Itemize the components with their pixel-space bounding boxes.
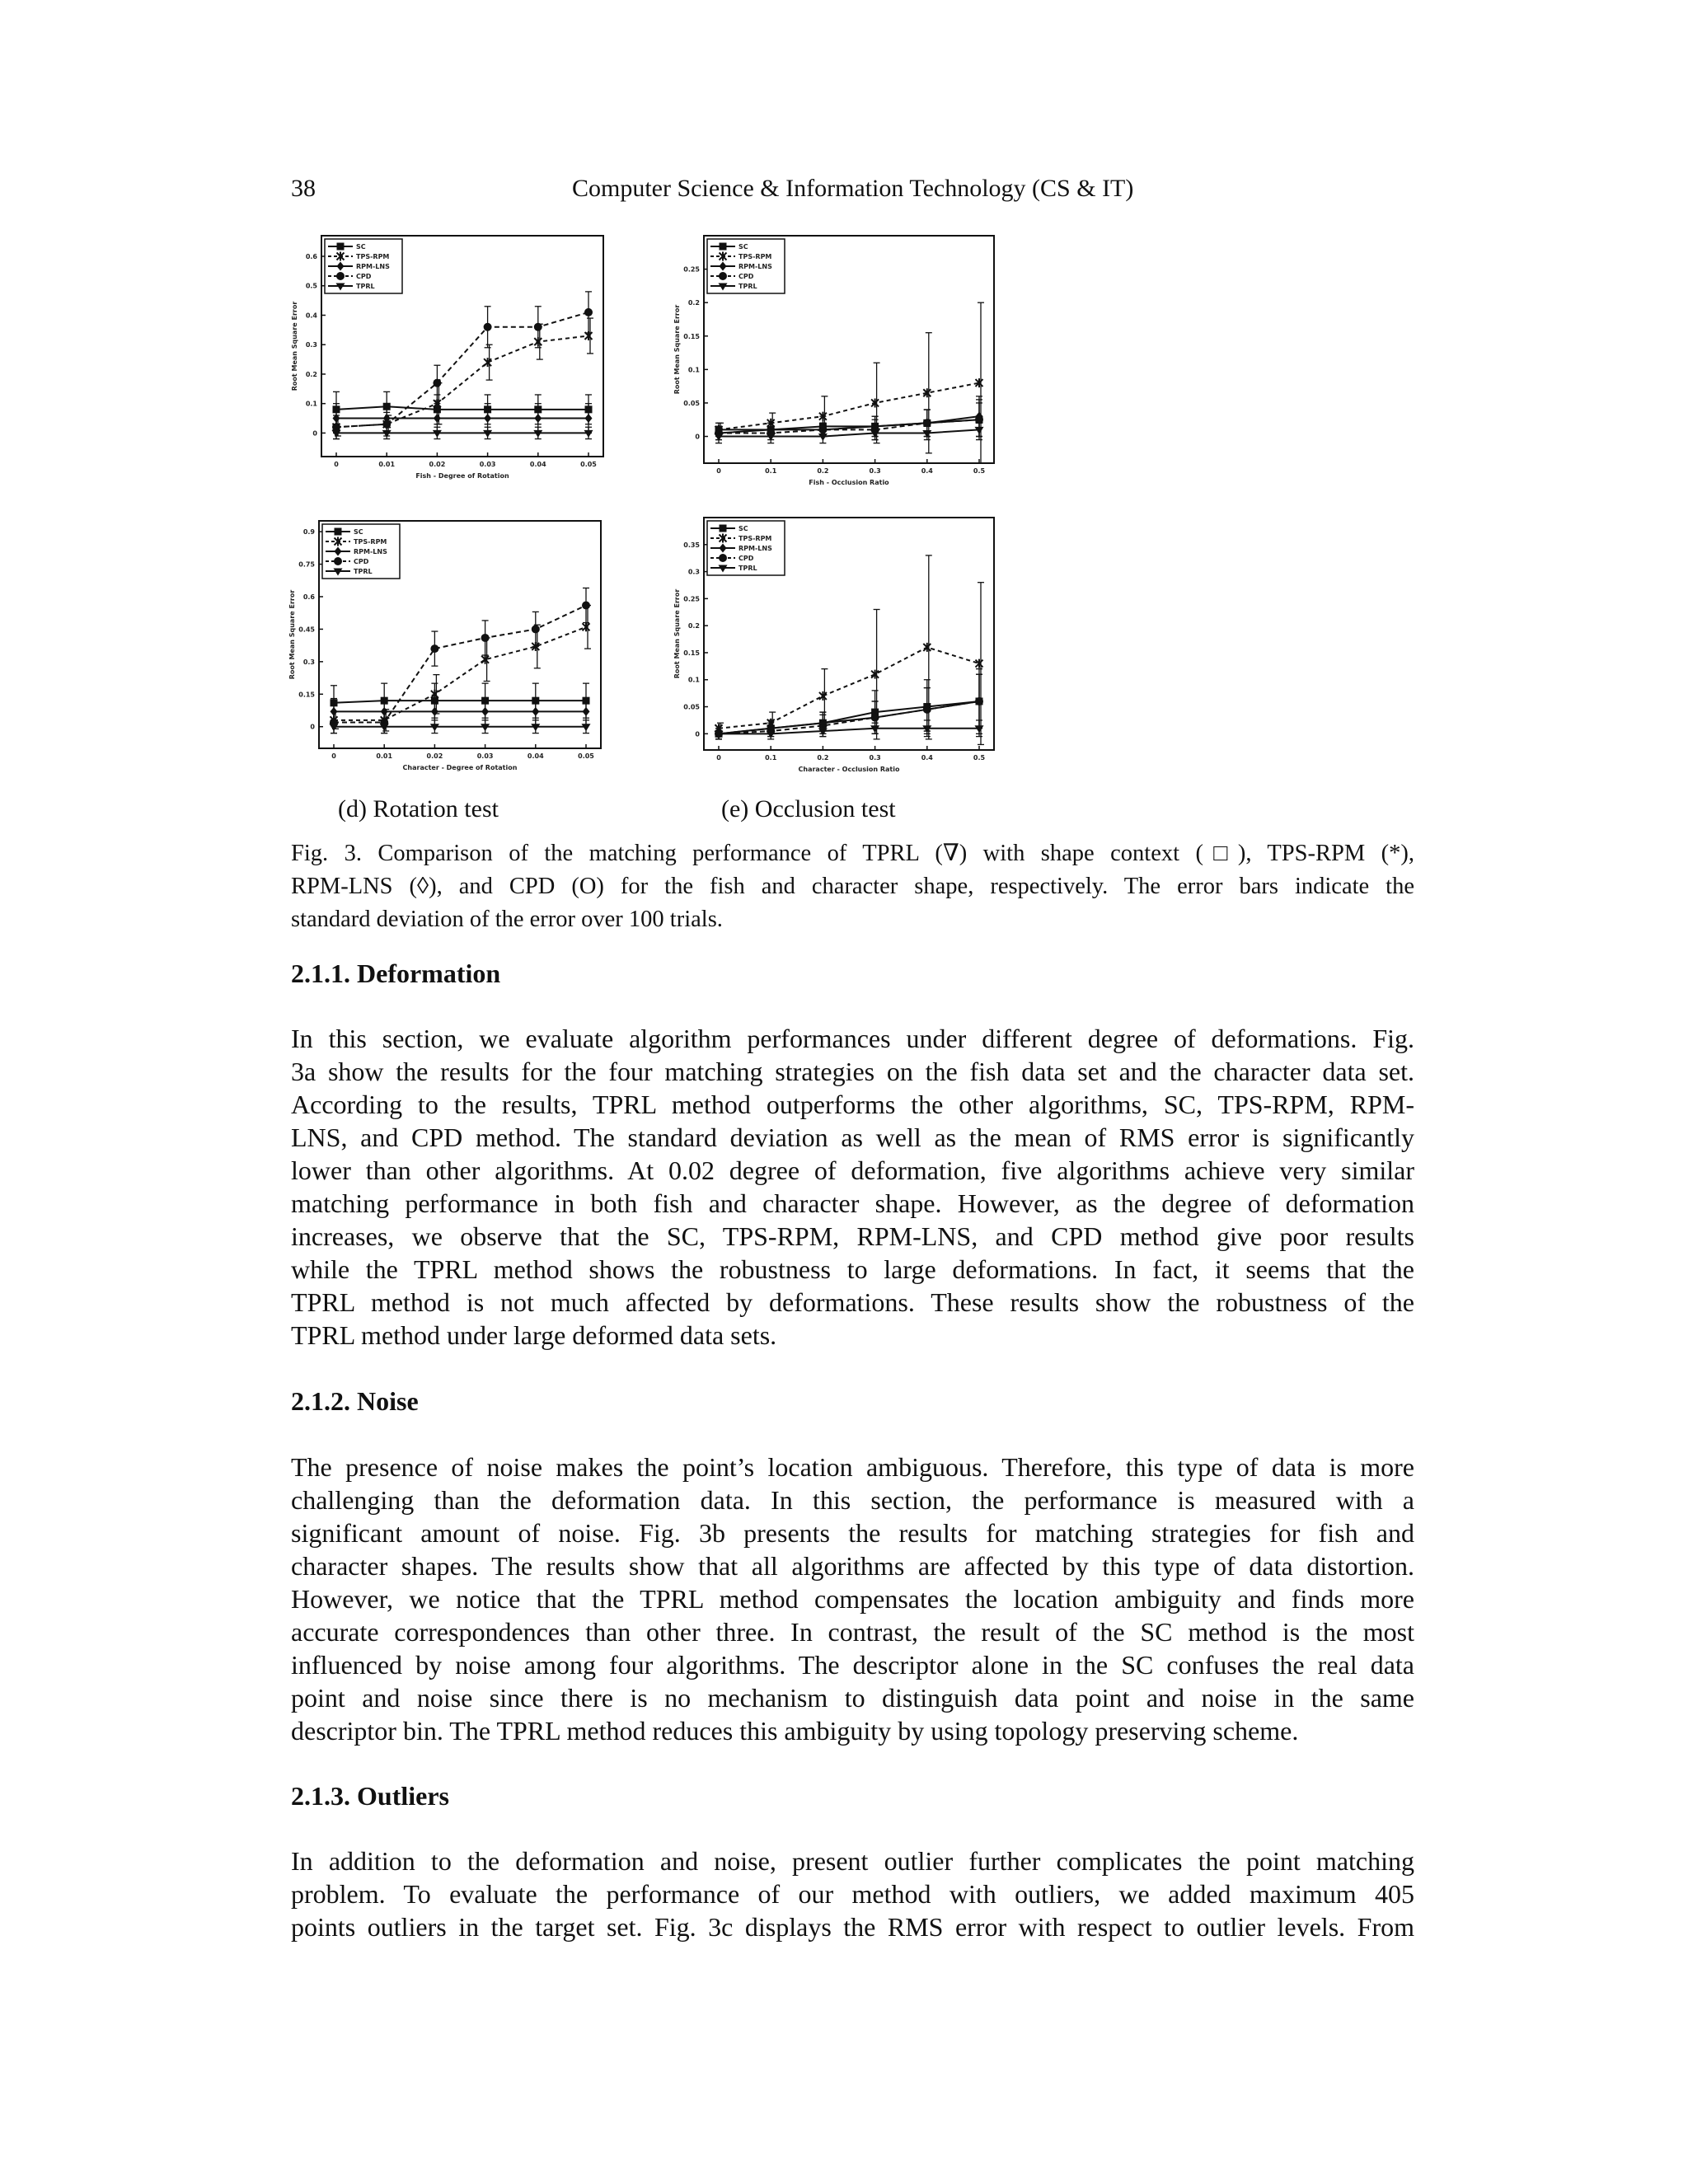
legend-label: RPM-LNS [356,263,390,270]
x-tick-label: 0.5 [973,467,986,475]
text-line: According to the results, TPRL method outperforms the other algorithms, SC, TPS-RPM, RPM- [291,1090,1414,1119]
plot-area [284,518,614,773]
legend-marker [719,272,727,280]
legend-label: SC [738,525,748,532]
x-tick-label: 0.01 [378,461,396,468]
legend-label: SC [738,243,748,251]
y-tick-label: 0.75 [298,560,315,569]
text-line: LNS, and CPD method. The standard deviation as well as the mean of RMS error is significantly [291,1122,1414,1152]
legend [707,239,785,293]
caption-line: Fig. 3. Comparison of the matching performance of TPRL (∇) with shape context (□), TPS-RPM (*), [291,841,1414,866]
text-line: challenging than the deformation data. In this section, the performance is measured with a [291,1485,1414,1515]
text-line: TPRL method is not much affected by deformations. These results show the robustness of the [291,1287,1414,1317]
y-tick-label: 0.1 [687,366,700,374]
y-tick-label: 0.15 [683,332,700,340]
legend-marker [720,243,727,251]
paragraph-outliers [291,1844,1414,1943]
legend-label: TPRL [738,565,757,572]
x-axis-label: Character - Occlusion Ratio [798,766,900,773]
legend-marker [720,525,727,532]
legend-label: TPS-RPM [354,538,387,546]
x-tick-label: 0.4 [921,754,933,762]
y-tick-label: 0.2 [305,370,317,378]
data-point [433,379,441,387]
legend-label: TPS-RPM [738,253,772,260]
y-tick-label: 0 [695,730,700,738]
text-line: descriptor bin. The TPRL method reduces this ambiguity by using topology preserving scheme. [291,1716,1299,1746]
data-point [582,602,590,610]
plot-area [287,232,617,481]
x-tick-label: 0 [334,461,339,468]
y-tick-label: 0 [695,433,700,441]
y-tick-label: 0.45 [298,626,315,634]
data-point [532,625,540,633]
y-tick-label: 0.2 [687,299,700,307]
text-line: problem. To evaluate the performance of our method with outliers, we added maximum 405 [291,1879,1414,1909]
chart-character-rotation [284,518,614,773]
data-point [484,323,492,331]
text-line: In this section, we evaluate algorithm performances under different degree of deformations. Fig. [291,1024,1414,1053]
page-number: 38 [291,175,316,202]
legend-marker [336,272,345,280]
x-tick-label: 0.05 [578,752,594,760]
figure-caption [291,837,1414,936]
data-point [975,697,983,705]
text-line: The presence of noise makes the point’s location ambiguous. Therefore, this type of data is more [291,1452,1414,1482]
y-axis-label: Root Mean Square Error [291,301,298,391]
legend-label: SC [356,243,366,251]
chart-fish-occlusion-svg [669,232,1007,488]
y-tick-label: 0.1 [687,676,700,684]
plot-area [669,514,1007,775]
section-heading-noise: 2.1.2. Noise [291,1386,419,1416]
legend-marker [335,528,342,536]
x-tick-label: 0.02 [429,461,446,468]
text-line: character shapes. The results show that all algorithms are affected by this type of data distortion. [291,1551,1414,1581]
chart-fish-rotation-svg [287,232,617,481]
x-tick-label: 0.1 [765,467,777,475]
y-tick-label: 0.35 [683,541,700,549]
legend-label: TPS-RPM [356,253,390,260]
y-tick-label: 0.3 [305,341,317,349]
legend-label: CPD [354,558,369,565]
text-line: 3a show the results for the four matching strategies on the fish data set and the character data set. [291,1057,1414,1086]
legend [322,524,400,579]
running-header: Computer Science & Information Technology (CS & IT) [572,175,1134,202]
y-tick-label: 0.3 [302,658,315,666]
data-point [871,714,879,722]
legend-label: TPRL [738,283,757,290]
legend-marker [719,554,727,562]
legend-label: CPD [738,555,754,562]
legend-label: TPS-RPM [738,535,772,542]
x-tick-label: 0.3 [869,754,881,762]
x-tick-label: 0.2 [817,467,829,475]
x-tick-label: 0.01 [376,752,393,760]
legend-label: TPRL [356,283,375,290]
y-tick-label: 0.25 [683,595,700,603]
text-line: matching performance in both fish and character shape. However, as the degree of deformation [291,1188,1414,1218]
chart-fish-rotation [287,232,617,481]
text-line: lower than other algorithms. At 0.02 degree of deformation, five algorithms achieve very similar [291,1155,1414,1185]
chart-fish-occlusion [669,232,1007,488]
legend-label: RPM-LNS [354,548,387,555]
data-point [534,323,542,331]
x-axis-label: Fish - Occlusion Ratio [809,479,889,486]
legend-label: CPD [738,273,754,280]
x-tick-label: 0.1 [765,754,777,762]
subcaption-occlusion: (e) Occlusion test [721,795,896,823]
y-tick-label: 0.9 [302,528,315,537]
y-tick-label: 0.2 [687,622,700,630]
x-tick-label: 0.02 [426,752,443,760]
y-tick-label: 0.05 [683,399,700,407]
text-line: point and noise since there is no mechanism to distinguish data point and noise in the same [291,1683,1414,1713]
x-tick-label: 0.03 [479,461,496,468]
data-point [430,644,438,653]
y-axis-label: Root Mean Square Error [288,589,296,680]
text-line: In addition to the deformation and noise, present outlier further complicates the point matching [291,1846,1414,1876]
x-tick-label: 0.04 [527,752,544,760]
x-tick-label: 0.2 [817,754,829,762]
chart-character-occlusion-svg [669,514,1007,775]
chart-character-occlusion [669,514,1007,775]
text-line: while the TPRL method shows the robustness to large deformations. In fact, it seems that the [291,1254,1414,1284]
section-heading-deformation: 2.1.1. Deformation [291,958,501,988]
x-axis-label: Character - Degree of Rotation [402,764,518,771]
x-tick-label: 0.5 [973,754,986,762]
x-tick-label: 0.05 [580,461,597,468]
paragraph-deformation [291,1022,1414,1352]
y-tick-label: 0.6 [305,253,317,261]
y-axis-label: Root Mean Square Error [673,304,681,395]
x-tick-label: 0.03 [476,752,494,760]
text-line: However, we notice that the TPRL method compensates the location ambiguity and finds more [291,1584,1414,1614]
text-line: points outliers in the target set. Fig. 3c displays the RMS error with respect to outlier levels. From [291,1912,1414,1942]
legend-marker [337,243,345,251]
x-axis-label: Fish - Degree of Rotation [415,472,509,480]
text-line: accurate correspondences than other three. In contrast, the result of the SC method is the most [291,1617,1414,1647]
y-tick-label: 0 [310,723,315,731]
legend-label: TPRL [354,568,373,575]
y-tick-label: 0.1 [305,400,317,408]
legend-marker [334,557,342,565]
text-line: significant amount of noise. Fig. 3b presents the results for matching strategies for fish and [291,1518,1414,1548]
legend-label: CPD [356,273,372,280]
x-tick-label: 0.3 [869,467,881,475]
paragraph-noise [291,1451,1414,1747]
subcaption-rotation: (d) Rotation test [338,795,499,823]
y-tick-label: 0.3 [687,568,700,576]
section-heading-outliers: 2.1.3. Outliers [291,1781,449,1811]
caption-line: RPM-LNS (◊), and CPD (O) for the fish and character shape, respectively. The error bars indicate the [291,874,1414,899]
x-tick-label: 0 [716,754,721,762]
plot-area [669,232,1007,488]
chart-character-rotation-svg [284,518,614,773]
data-point [923,705,931,714]
legend-label: RPM-LNS [738,545,772,552]
text-line: influenced by noise among four algorithms. The descriptor alone in the SC confuses the real data [291,1650,1414,1680]
y-tick-label: 0.25 [683,265,700,274]
text-line: TPRL method under large deformed data sets. [291,1320,777,1350]
y-tick-label: 0 [312,429,317,438]
y-axis-label: Root Mean Square Error [673,588,681,679]
data-point [481,634,490,642]
legend [325,239,402,293]
y-tick-label: 0.15 [298,691,315,699]
text-line: increases, we observe that the SC, TPS-RPM, RPM-LNS, and CPD method give poor results [291,1221,1414,1251]
x-tick-label: 0 [331,752,336,760]
legend-label: SC [354,528,363,536]
y-tick-label: 0.6 [302,593,315,601]
legend [707,521,785,575]
y-tick-label: 0.15 [683,649,700,657]
y-tick-label: 0.05 [683,703,700,711]
data-point [584,308,593,316]
legend-label: RPM-LNS [738,263,772,270]
caption-line: standard deviation of the error over 100 trials. [291,907,723,932]
y-tick-label: 0.4 [305,312,317,320]
x-tick-label: 0 [716,467,721,475]
x-tick-label: 0.04 [529,461,546,468]
x-tick-label: 0.4 [921,467,933,475]
y-tick-label: 0.5 [305,282,317,290]
